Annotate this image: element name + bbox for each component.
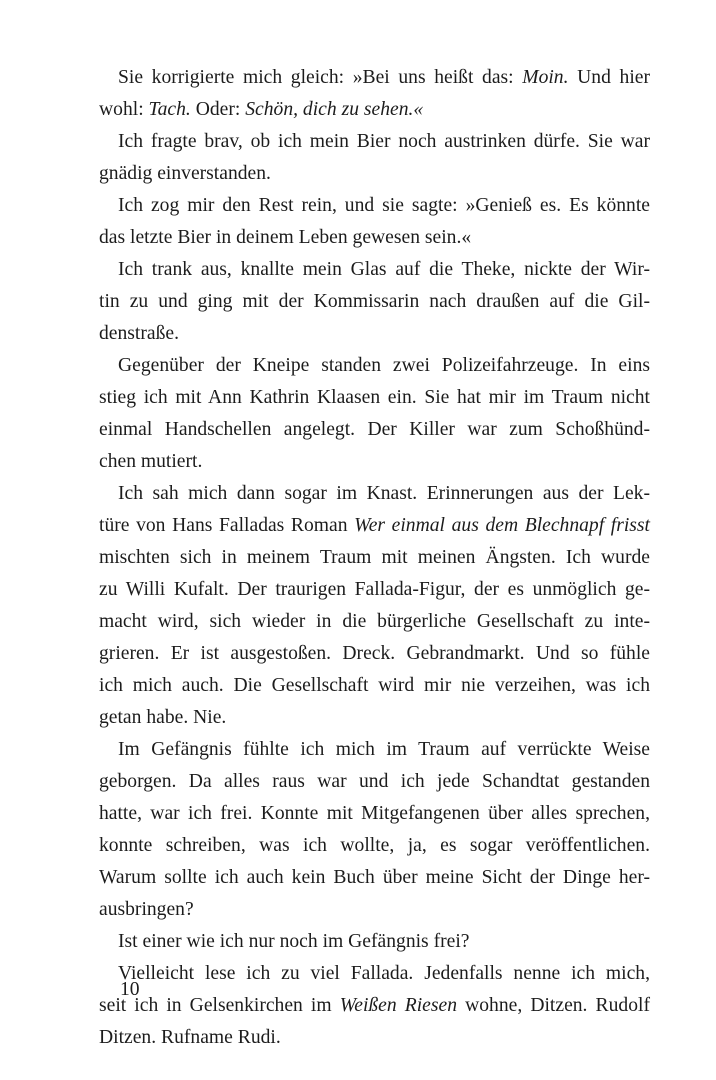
text-line [99, 990, 650, 1022]
text-run: Ich sah mich dann sogar im Knast. Erinnerungen aus der Lek- [118, 483, 650, 504]
text-run: Ich trank aus, knallte mein Glas auf die Theke, nickte der Wir- [118, 259, 650, 280]
text-run: konnte schreiben, was ich wollte, ja, es sogar veröffentlichen. [99, 835, 650, 856]
text-run: Oder: [190, 99, 246, 120]
text-line [99, 574, 650, 606]
text-run: grieren. Er ist ausgestoßen. Dreck. Gebrandmarkt. Und so fühle [99, 643, 650, 664]
text-run: Vielleicht lese ich zu viel Fallada. Jedenfalls nenne ich mich, [118, 963, 650, 984]
text-run: gnädig einverstanden. [99, 163, 271, 184]
italic-text-run: Tach. [148, 99, 191, 120]
text-line [99, 510, 650, 542]
text-line [99, 126, 650, 158]
paragraph [99, 958, 650, 1054]
text-run: ausbringen? [99, 899, 194, 920]
text-line [99, 222, 650, 254]
text-run: Ist einer wie ich nur noch im Gefängnis frei? [118, 931, 470, 952]
book-page-body [99, 62, 650, 1054]
paragraph [99, 478, 650, 734]
text-line [99, 702, 650, 734]
text-line [99, 382, 650, 414]
text-run: stieg ich mit Ann Kathrin Klaasen ein. Sie hat mir im Traum nicht [99, 387, 650, 408]
italic-text-run: Wer einmal aus dem Blechnapf frisst [354, 515, 650, 536]
italic-text-run: Weißen Riesen [339, 995, 457, 1016]
text-line [99, 830, 650, 862]
text-run: macht wird, sich wieder in die bürgerliche Gesellschaft zu inte- [99, 611, 650, 632]
text-run: zu Willi Kufalt. Der traurigen Fallada-Figur, der es unmöglich ge- [99, 579, 650, 600]
paragraph [99, 350, 650, 478]
paragraph [99, 190, 650, 254]
text-line [99, 862, 650, 894]
paragraph [99, 254, 650, 350]
text-run: Gegenüber der Kneipe standen zwei Polizeifahrzeuge. In eins [118, 355, 650, 376]
text-line [99, 254, 650, 286]
text-line [99, 318, 650, 350]
text-run: tin zu und ging mit der Kommissarin nach draußen auf die Gil- [99, 291, 650, 312]
text-run: mischten sich in meinem Traum mit meinen Ängsten. Ich wurde [99, 547, 650, 568]
text-line [99, 606, 650, 638]
text-line [99, 286, 650, 318]
text-run: Ich fragte brav, ob ich mein Bier noch austrinken dürfe. Sie war [118, 131, 650, 152]
text-line [99, 1022, 650, 1054]
text-line [99, 766, 650, 798]
text-line [99, 62, 650, 94]
text-line [99, 446, 650, 478]
text-line [99, 734, 650, 766]
italic-text-run: Moin. [522, 67, 569, 88]
text-line [99, 542, 650, 574]
text-run: denstraße. [99, 323, 179, 344]
text-line [99, 894, 650, 926]
text-line [99, 478, 650, 510]
text-line [99, 94, 650, 126]
paragraph [99, 126, 650, 190]
text-line [99, 190, 650, 222]
text-line [99, 958, 650, 990]
text-run: chen mutiert. [99, 451, 203, 472]
text-run: Sie korrigierte mich gleich: »Bei uns heißt das: [118, 67, 523, 88]
page-number: 10 [120, 979, 140, 1000]
paragraph [99, 62, 650, 126]
text-run: Warum sollte ich auch kein Buch über meine Sicht der Dinge her- [99, 867, 650, 888]
text-line [99, 670, 650, 702]
text-run: einmal Handschellen angelegt. Der Killer war zum Schoßhünd- [99, 419, 650, 440]
text-run: seit ich in Gelsenkirchen im [99, 995, 340, 1016]
text-run: türe von Hans Falladas Roman [99, 515, 355, 536]
text-run: ich mich auch. Die Gesellschaft wird mir nie verzeihen, was ich [99, 675, 650, 696]
text-run: Ditzen. Rufname Rudi. [99, 1027, 281, 1048]
text-run: das letzte Bier in deinem Leben gewesen sein.« [99, 227, 472, 248]
text-line [99, 798, 650, 830]
paragraph [99, 926, 650, 958]
text-line [99, 638, 650, 670]
text-run: Und hier [568, 67, 650, 88]
text-run: Im Gefängnis fühlte ich mich im Traum auf verrückte Weise [118, 739, 650, 760]
text-run: wohl: [99, 99, 149, 120]
text-line [99, 926, 650, 958]
text-line [99, 158, 650, 190]
italic-text-run: Schön, dich zu sehen.« [245, 99, 424, 120]
text-run: hatte, war ich frei. Konnte mit Mitgefangenen über alles sprechen, [99, 803, 650, 824]
paragraph [99, 734, 650, 926]
text-run: Ich zog mir den Rest rein, und sie sagte: »Genieß es. Es könnte [118, 195, 650, 216]
text-line [99, 350, 650, 382]
text-line [99, 414, 650, 446]
text-run: geborgen. Da alles raus war und ich jede Schandtat gestanden [99, 771, 650, 792]
text-run: wohne, Ditzen. Rudolf [457, 995, 650, 1016]
text-run: getan habe. Nie. [99, 707, 227, 728]
